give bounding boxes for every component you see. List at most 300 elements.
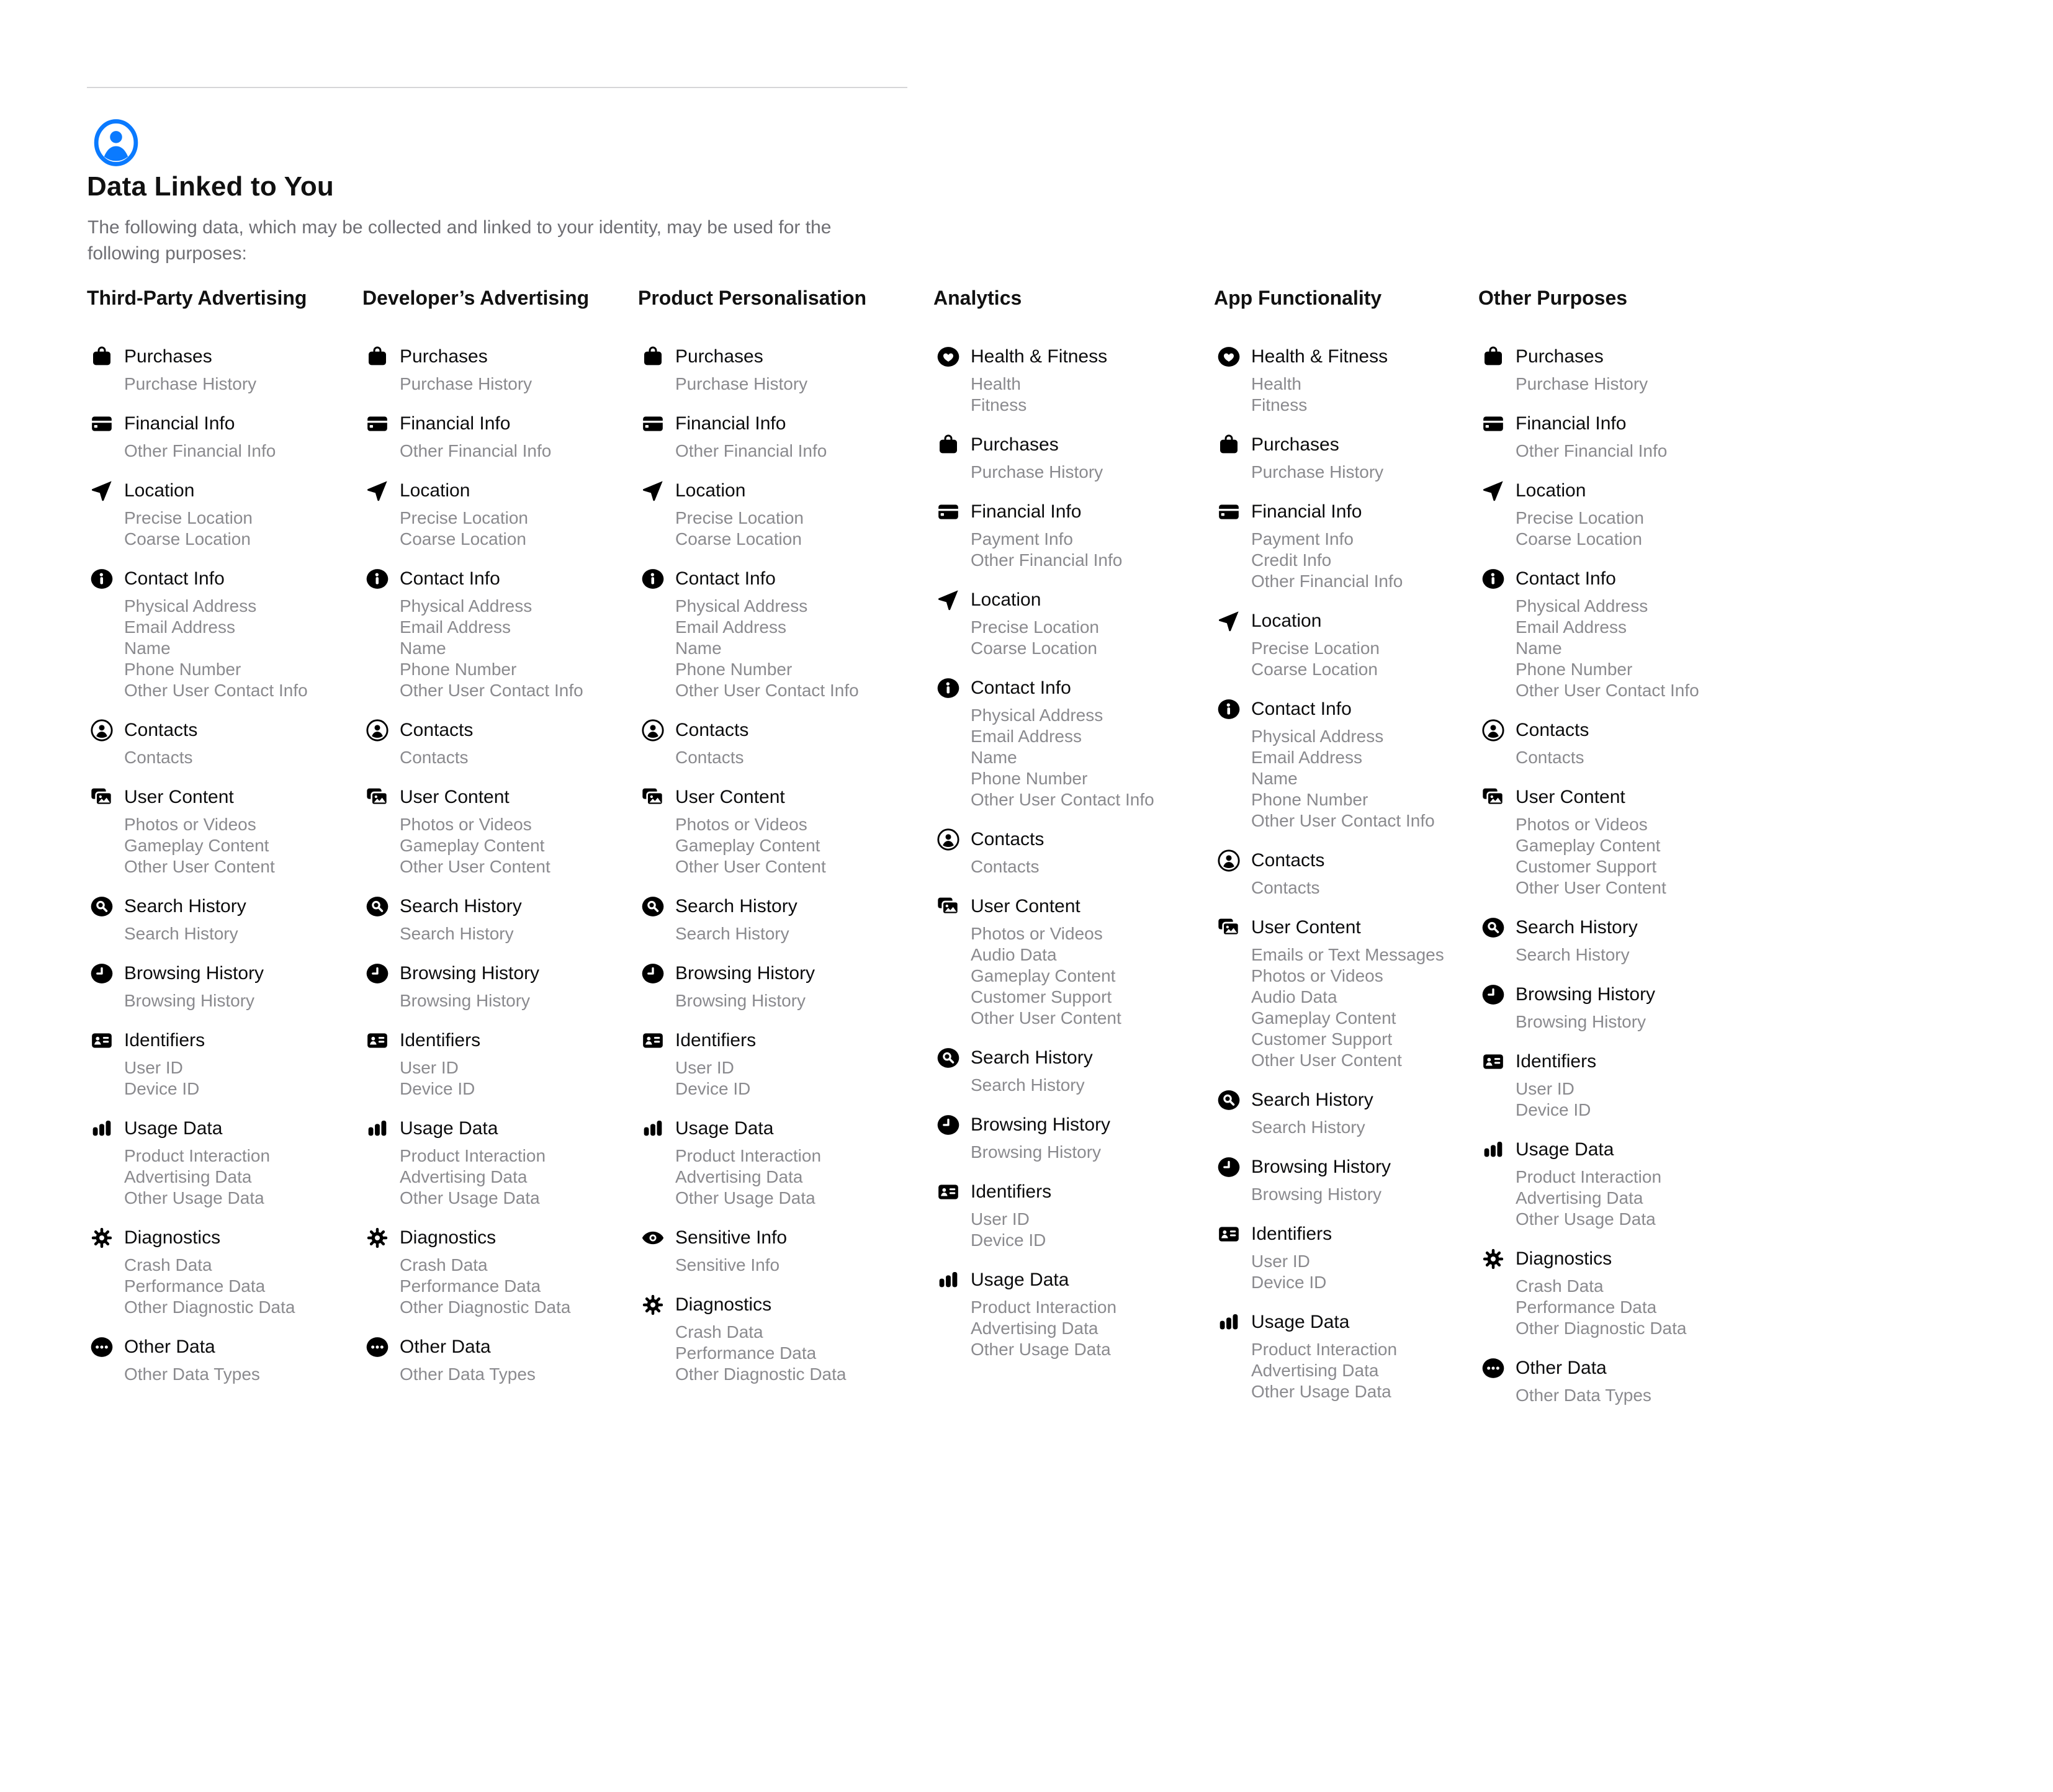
data-category-details bbox=[400, 1055, 633, 1100]
data-type-label: Health bbox=[1251, 374, 1301, 393]
data-category bbox=[638, 783, 909, 877]
data-type-label: Device ID bbox=[1516, 1100, 1591, 1119]
data-category-details bbox=[675, 505, 909, 550]
data-type-label: Performance Data bbox=[1516, 1297, 1657, 1317]
data-type-label: Contacts bbox=[124, 748, 193, 767]
data-category-head bbox=[1214, 498, 1485, 526]
data-type-label: Other Financial Info bbox=[675, 441, 827, 460]
bar-chart-icon bbox=[640, 1116, 665, 1141]
data-category bbox=[1478, 716, 1749, 768]
data-category-head bbox=[933, 498, 1204, 526]
eye-icon bbox=[640, 1225, 665, 1250]
data-type-label: Other Financial Info bbox=[971, 550, 1123, 570]
data-category-head bbox=[1214, 431, 1485, 459]
data-category-head bbox=[1478, 1245, 1749, 1273]
photos-icon bbox=[1481, 785, 1506, 810]
data-type-label: Search History bbox=[971, 1075, 1085, 1095]
data-type-label: Device ID bbox=[675, 1079, 751, 1098]
info-circle-icon bbox=[365, 567, 390, 591]
data-type-label: Fitness bbox=[971, 395, 1027, 414]
data-category-details bbox=[1516, 1273, 1749, 1339]
data-type-label: Purchase History bbox=[675, 374, 808, 393]
data-category-label: Search History bbox=[1251, 1090, 1373, 1110]
data-type-label: Photos or Videos bbox=[400, 815, 532, 834]
data-category-details bbox=[124, 505, 357, 550]
data-category-label: Identifiers bbox=[400, 1030, 481, 1051]
data-category-details bbox=[1516, 593, 1749, 701]
search-icon bbox=[1216, 1088, 1241, 1113]
data-category bbox=[1214, 1153, 1485, 1205]
contacts-circle-icon bbox=[365, 718, 390, 743]
data-category-label: User Content bbox=[675, 787, 785, 807]
data-category-head bbox=[1478, 343, 1749, 371]
data-category-label: Browsing History bbox=[124, 963, 264, 983]
data-category-details bbox=[124, 988, 357, 1011]
data-type-label: Customer Support bbox=[1516, 857, 1657, 876]
data-type-label: Advertising Data bbox=[675, 1167, 803, 1186]
data-category-label: Contact Info bbox=[1251, 699, 1352, 719]
info-circle-icon bbox=[936, 676, 961, 701]
data-type-label: Browsing History bbox=[971, 1142, 1102, 1162]
data-type-label: Other Financial Info bbox=[1516, 441, 1668, 460]
data-category-details bbox=[1516, 505, 1749, 550]
data-type-label: Product Interaction bbox=[675, 1146, 822, 1165]
data-category bbox=[362, 716, 633, 768]
data-category-label: Contacts bbox=[1251, 850, 1325, 871]
data-category-head bbox=[638, 1224, 909, 1252]
data-category-label: Browsing History bbox=[971, 1114, 1111, 1135]
data-type-label: Coarse Location bbox=[400, 529, 526, 549]
data-category-label: Identifiers bbox=[675, 1030, 757, 1051]
data-category-details bbox=[400, 745, 633, 768]
data-type-label: Purchase History bbox=[1516, 374, 1648, 393]
location-arrow-icon bbox=[640, 478, 665, 503]
data-category bbox=[87, 959, 357, 1011]
data-type-label: Phone Number bbox=[675, 660, 793, 679]
credit-card-icon bbox=[936, 500, 961, 524]
data-category-details bbox=[1251, 459, 1485, 483]
data-type-label: Physical Address bbox=[1251, 727, 1384, 746]
data-type-label: Email Address bbox=[675, 617, 786, 637]
data-category-label: Usage Data bbox=[1516, 1139, 1614, 1160]
contacts-circle-icon bbox=[640, 718, 665, 743]
data-category-label: Purchases bbox=[675, 346, 763, 367]
data-category bbox=[933, 825, 1204, 877]
data-category-label: Browsing History bbox=[400, 963, 540, 983]
purpose-column-title: Product Personalisation bbox=[638, 287, 867, 309]
data-category bbox=[1214, 1220, 1485, 1293]
data-category-head bbox=[933, 1111, 1204, 1139]
data-type-label: Credit Info bbox=[1251, 550, 1332, 570]
data-category-head bbox=[638, 716, 909, 745]
data-category-head bbox=[1478, 565, 1749, 593]
data-type-label: Crash Data bbox=[124, 1255, 212, 1275]
data-category-details bbox=[1516, 371, 1749, 395]
data-category bbox=[638, 1114, 909, 1209]
data-category-label: Usage Data bbox=[1251, 1312, 1350, 1332]
data-type-label: Customer Support bbox=[971, 987, 1112, 1006]
data-category-head bbox=[638, 783, 909, 812]
data-type-label: Photos or Videos bbox=[971, 924, 1103, 943]
data-category-label: Contact Info bbox=[400, 568, 500, 589]
data-category-head bbox=[933, 825, 1204, 854]
data-type-label: Other Data Types bbox=[400, 1364, 536, 1384]
data-category-label: Search History bbox=[124, 896, 246, 916]
data-category-head bbox=[87, 343, 357, 371]
data-type-label: Device ID bbox=[400, 1079, 475, 1098]
data-category-label: Contact Info bbox=[971, 678, 1071, 698]
data-type-label: Search History bbox=[124, 924, 238, 943]
data-category bbox=[362, 1114, 633, 1209]
photos-icon bbox=[640, 785, 665, 810]
gear-icon bbox=[640, 1292, 665, 1317]
data-type-label: Other Financial Info bbox=[124, 441, 276, 460]
photos-icon bbox=[89, 785, 114, 810]
data-type-label: Email Address bbox=[400, 617, 511, 637]
clock-icon bbox=[1481, 982, 1506, 1007]
data-category-label: Purchases bbox=[124, 346, 212, 367]
data-type-label: Audio Data bbox=[971, 945, 1057, 964]
data-category-details bbox=[400, 812, 633, 877]
purpose-column bbox=[362, 285, 633, 1400]
contacts-circle-icon bbox=[1216, 848, 1241, 873]
data-category bbox=[933, 498, 1204, 571]
data-category-label: Diagnostics bbox=[675, 1294, 772, 1315]
data-category-head bbox=[87, 959, 357, 988]
data-type-label: Other User Contact Info bbox=[400, 681, 583, 700]
data-category bbox=[933, 1044, 1204, 1096]
data-category-label: Contact Info bbox=[124, 568, 225, 589]
data-type-label: Gameplay Content bbox=[1251, 1008, 1396, 1028]
data-type-label: Contacts bbox=[675, 748, 744, 767]
data-category-label: Browsing History bbox=[1516, 984, 1656, 1005]
credit-card-icon bbox=[365, 411, 390, 436]
data-category-label: Financial Info bbox=[400, 413, 511, 434]
data-category bbox=[638, 1026, 909, 1100]
data-type-label: Other User Content bbox=[124, 857, 275, 876]
data-type-label: Email Address bbox=[124, 617, 235, 637]
data-category-head bbox=[362, 1333, 633, 1361]
data-type-label: Name bbox=[971, 748, 1017, 767]
data-category-label: Diagnostics bbox=[1516, 1248, 1612, 1269]
data-category-details bbox=[971, 702, 1204, 810]
data-type-label: Other Diagnostic Data bbox=[675, 1364, 847, 1384]
bag-icon bbox=[89, 344, 114, 369]
bag-icon bbox=[640, 344, 665, 369]
purpose-column bbox=[933, 285, 1204, 1375]
data-category-head bbox=[933, 1266, 1204, 1294]
data-category-label: Other Data bbox=[124, 1337, 215, 1357]
data-type-label: Crash Data bbox=[400, 1255, 488, 1275]
contacts-circle-icon bbox=[936, 827, 961, 852]
data-type-label: Coarse Location bbox=[675, 529, 802, 549]
data-type-label: Email Address bbox=[971, 727, 1082, 746]
data-category-head bbox=[362, 1026, 633, 1055]
data-category-details bbox=[971, 854, 1204, 877]
data-type-label: Search History bbox=[1251, 1118, 1365, 1137]
ellipsis-icon bbox=[89, 1335, 114, 1360]
data-category-details bbox=[1516, 942, 1749, 965]
data-category-head bbox=[362, 716, 633, 745]
data-category-label: Search History bbox=[675, 896, 797, 916]
data-category bbox=[87, 1114, 357, 1209]
data-category-details bbox=[1251, 942, 1485, 1071]
person-circle-icon bbox=[92, 118, 140, 168]
data-category-head bbox=[933, 431, 1204, 459]
data-type-label: Precise Location bbox=[124, 508, 253, 527]
data-category-details bbox=[675, 745, 909, 768]
photos-icon bbox=[936, 894, 961, 919]
data-category-details bbox=[400, 1143, 633, 1209]
data-type-label: Coarse Location bbox=[124, 529, 251, 549]
data-type-label: Emails or Text Messages bbox=[1251, 945, 1444, 964]
data-type-label: Product Interaction bbox=[1251, 1340, 1398, 1359]
bar-chart-icon bbox=[936, 1268, 961, 1292]
data-type-label: Advertising Data bbox=[400, 1167, 528, 1186]
id-card-icon bbox=[89, 1028, 114, 1053]
gear-icon bbox=[1481, 1247, 1506, 1271]
data-type-label: Search History bbox=[675, 924, 789, 943]
data-category bbox=[638, 565, 909, 701]
data-category-label: Identifiers bbox=[971, 1181, 1052, 1202]
data-type-label: Advertising Data bbox=[1251, 1361, 1379, 1380]
data-category-label: Contacts bbox=[1516, 720, 1589, 740]
data-category-details bbox=[675, 438, 909, 462]
data-category-label: Other Data bbox=[1516, 1358, 1607, 1378]
purpose-column bbox=[1478, 285, 1749, 1421]
data-category-head bbox=[87, 1114, 357, 1143]
data-category bbox=[1478, 980, 1749, 1033]
data-category-head bbox=[638, 1026, 909, 1055]
purpose-column bbox=[1214, 285, 1485, 1417]
data-category-details bbox=[124, 1361, 357, 1385]
purpose-column-title: Analytics bbox=[933, 287, 1022, 309]
data-category-label: Health & Fitness bbox=[1251, 346, 1388, 367]
search-icon bbox=[640, 894, 665, 919]
data-category-label: User Content bbox=[400, 787, 510, 807]
data-category-label: Identifiers bbox=[1251, 1224, 1332, 1244]
clock-icon bbox=[640, 961, 665, 986]
credit-card-icon bbox=[1481, 411, 1506, 436]
data-category-label: Location bbox=[400, 480, 470, 501]
data-category-head bbox=[87, 1333, 357, 1361]
data-category-label: Contacts bbox=[675, 720, 749, 740]
data-type-label: User ID bbox=[1516, 1079, 1575, 1098]
data-type-label: Photos or Videos bbox=[1251, 966, 1383, 985]
data-category-head bbox=[638, 1114, 909, 1143]
data-category-head bbox=[1478, 716, 1749, 745]
data-category-label: Browsing History bbox=[675, 963, 815, 983]
data-category bbox=[1214, 1086, 1485, 1138]
data-type-label: Precise Location bbox=[971, 617, 1100, 637]
data-type-label: Contacts bbox=[400, 748, 469, 767]
id-card-icon bbox=[1216, 1222, 1241, 1247]
data-category-details bbox=[400, 988, 633, 1011]
data-type-label: Customer Support bbox=[1251, 1029, 1393, 1049]
data-category-label: Diagnostics bbox=[124, 1227, 221, 1248]
data-category-label: Search History bbox=[971, 1047, 1093, 1068]
data-category-head bbox=[638, 343, 909, 371]
data-type-label: Product Interaction bbox=[971, 1297, 1117, 1317]
data-category-details bbox=[124, 1252, 357, 1318]
data-type-label: Name bbox=[124, 638, 171, 658]
data-type-label: Search History bbox=[1516, 945, 1630, 964]
purpose-column bbox=[638, 285, 909, 1400]
purpose-column-title: Other Purposes bbox=[1478, 287, 1628, 309]
data-category-head bbox=[1214, 1086, 1485, 1114]
bag-icon bbox=[1481, 344, 1506, 369]
data-category-head bbox=[638, 410, 909, 438]
data-category-details bbox=[1251, 724, 1485, 831]
data-type-label: Payment Info bbox=[1251, 529, 1354, 549]
data-category bbox=[87, 1333, 357, 1385]
clock-icon bbox=[365, 961, 390, 986]
data-category-label: Diagnostics bbox=[400, 1227, 496, 1248]
data-category-details bbox=[400, 438, 633, 462]
data-category bbox=[1478, 1047, 1749, 1121]
data-category-head bbox=[1478, 980, 1749, 1009]
data-category-details bbox=[675, 812, 909, 877]
bar-chart-icon bbox=[365, 1116, 390, 1141]
data-category-label: Location bbox=[675, 480, 746, 501]
data-category-head bbox=[1214, 1308, 1485, 1337]
data-category bbox=[933, 674, 1204, 810]
data-type-label: Performance Data bbox=[124, 1276, 266, 1296]
search-icon bbox=[1481, 915, 1506, 940]
data-category-label: Usage Data bbox=[400, 1118, 498, 1139]
data-type-label: Phone Number bbox=[971, 769, 1088, 788]
data-type-label: Physical Address bbox=[400, 596, 532, 616]
data-category bbox=[638, 477, 909, 550]
data-category-label: Contacts bbox=[400, 720, 474, 740]
data-category bbox=[638, 410, 909, 462]
data-type-label: Phone Number bbox=[124, 660, 241, 679]
bag-icon bbox=[936, 432, 961, 457]
data-type-label: Crash Data bbox=[675, 1322, 763, 1342]
data-category-head bbox=[933, 892, 1204, 921]
data-category-label: Purchases bbox=[1516, 346, 1604, 367]
data-type-label: Precise Location bbox=[1251, 638, 1380, 658]
data-category-label: Browsing History bbox=[1251, 1157, 1391, 1177]
data-category bbox=[1214, 431, 1485, 483]
data-category-head bbox=[638, 565, 909, 593]
data-category-details bbox=[1516, 438, 1749, 462]
data-type-label: Gameplay Content bbox=[400, 836, 545, 855]
data-type-label: Gameplay Content bbox=[971, 966, 1116, 985]
data-category bbox=[87, 343, 357, 395]
data-category-label: Financial Info bbox=[1516, 413, 1627, 434]
data-category-label: Purchases bbox=[1251, 434, 1339, 455]
data-category-label: Location bbox=[1251, 611, 1322, 631]
data-type-label: Device ID bbox=[971, 1230, 1046, 1250]
data-type-label: Health bbox=[971, 374, 1021, 393]
data-category-label: Search History bbox=[1516, 917, 1638, 938]
data-category bbox=[638, 1291, 909, 1385]
data-category-head bbox=[362, 1224, 633, 1252]
data-category-head bbox=[1478, 913, 1749, 942]
data-category bbox=[87, 1224, 357, 1318]
photos-icon bbox=[1216, 915, 1241, 940]
data-category bbox=[933, 1178, 1204, 1251]
data-type-label: Advertising Data bbox=[124, 1167, 252, 1186]
data-category-head bbox=[1478, 1047, 1749, 1076]
data-category-details bbox=[971, 921, 1204, 1029]
data-category-head bbox=[87, 783, 357, 812]
data-category-label: Financial Info bbox=[971, 501, 1082, 522]
data-category-head bbox=[1214, 343, 1485, 371]
data-category bbox=[87, 1026, 357, 1100]
contacts-circle-icon bbox=[1481, 718, 1506, 743]
data-category-head bbox=[362, 892, 633, 921]
data-type-label: Other Data Types bbox=[124, 1364, 260, 1384]
data-type-label: Other Usage Data bbox=[971, 1340, 1111, 1359]
data-category-details bbox=[1516, 745, 1749, 768]
data-type-label: Gameplay Content bbox=[675, 836, 820, 855]
data-type-label: Purchase History bbox=[971, 462, 1103, 482]
data-category-head bbox=[362, 410, 633, 438]
data-category-details bbox=[971, 1139, 1204, 1163]
data-category-details bbox=[124, 745, 357, 768]
photos-icon bbox=[365, 785, 390, 810]
info-circle-icon bbox=[1481, 567, 1506, 591]
data-category bbox=[1214, 695, 1485, 831]
data-type-label: Name bbox=[675, 638, 722, 658]
data-type-label: Audio Data bbox=[1251, 987, 1337, 1006]
data-type-label: Other User Contact Info bbox=[124, 681, 308, 700]
data-category-head bbox=[87, 892, 357, 921]
page-title: Data Linked to You bbox=[87, 171, 335, 202]
data-category bbox=[1214, 343, 1485, 416]
data-type-label: Other Usage Data bbox=[675, 1188, 815, 1207]
data-category bbox=[638, 343, 909, 395]
data-category-details bbox=[124, 812, 357, 877]
data-type-label: User ID bbox=[1251, 1252, 1310, 1271]
data-category-details bbox=[1516, 1009, 1749, 1033]
data-type-label: Other User Contact Info bbox=[675, 681, 859, 700]
data-type-label: Name bbox=[1516, 638, 1562, 658]
bar-chart-icon bbox=[1216, 1310, 1241, 1335]
data-type-label: Other Data Types bbox=[1516, 1386, 1651, 1405]
location-arrow-icon bbox=[1216, 609, 1241, 634]
data-type-label: Name bbox=[400, 638, 446, 658]
data-category-details bbox=[675, 1055, 909, 1100]
data-category-details bbox=[1251, 1114, 1485, 1138]
data-category-head bbox=[87, 410, 357, 438]
data-type-label: Gameplay Content bbox=[124, 836, 269, 855]
data-category-head bbox=[1214, 846, 1485, 875]
data-type-label: Contacts bbox=[1251, 878, 1320, 897]
data-category-details bbox=[1251, 1337, 1485, 1402]
data-category-details bbox=[971, 459, 1204, 483]
data-type-label: Product Interaction bbox=[1516, 1167, 1662, 1186]
data-type-label: Other Diagnostic Data bbox=[400, 1297, 571, 1317]
heart-circle-icon bbox=[1216, 344, 1241, 369]
data-category-details bbox=[971, 1206, 1204, 1251]
data-type-label: Performance Data bbox=[675, 1343, 817, 1363]
location-arrow-icon bbox=[936, 588, 961, 612]
data-category-head bbox=[362, 783, 633, 812]
data-category-head bbox=[638, 892, 909, 921]
data-category-details bbox=[1251, 635, 1485, 680]
purpose-column bbox=[87, 285, 357, 1400]
data-category-head bbox=[1214, 1220, 1485, 1248]
data-type-label: Other User Content bbox=[971, 1008, 1121, 1028]
data-category-label: Contacts bbox=[971, 829, 1044, 849]
data-category bbox=[1478, 1354, 1749, 1406]
data-category-head bbox=[1478, 410, 1749, 438]
data-type-label: Other Usage Data bbox=[1251, 1382, 1391, 1401]
data-type-label: Other Financial Info bbox=[1251, 571, 1403, 591]
